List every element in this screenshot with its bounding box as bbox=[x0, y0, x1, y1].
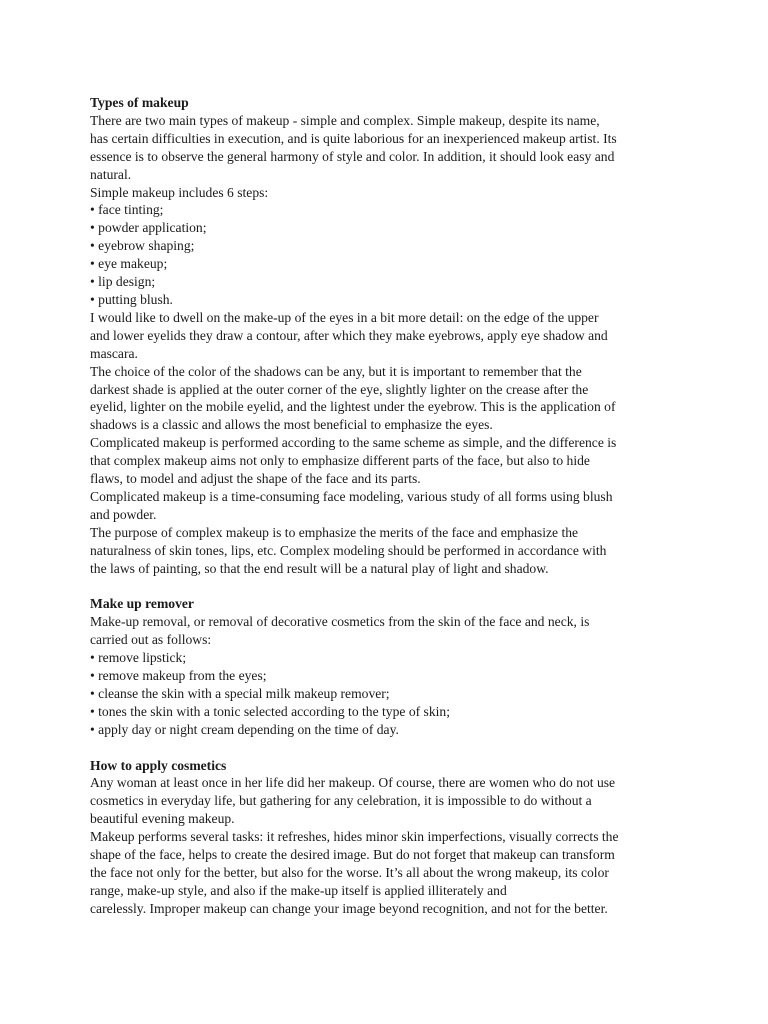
paragraph-line: range, make-up style, and also if the make-up itself is applied illiterately and bbox=[90, 882, 507, 898]
paragraph-line: The purpose of complex makeup is to emphasize the merits of the face and emphasize the bbox=[90, 524, 579, 540]
paragraph-line: natural. bbox=[90, 166, 132, 182]
bullet-item: • tones the skin with a tonic selected according to the type of skin; bbox=[90, 703, 450, 719]
bullet-item: • eye makeup; bbox=[90, 256, 168, 272]
bullet-item: • remove makeup from the eyes; bbox=[90, 667, 267, 683]
bullet-item: • lip design; bbox=[90, 274, 156, 290]
paragraph-line: carried out as follows: bbox=[90, 632, 212, 648]
paragraph-line: Complicated makeup is performed according to the same scheme as simple, and the difference is bbox=[90, 435, 617, 451]
paragraph-line: Makeup performs several tasks: it refreshes, hides minor skin imperfections, visually corrects the bbox=[90, 829, 619, 845]
paragraph-line: essence is to observe the general harmony of style and color. In addition, it should look easy and bbox=[90, 148, 615, 164]
bullet-item: • eyebrow shaping; bbox=[90, 238, 195, 254]
paragraph-line: carelessly. Improper makeup can change your image beyond recognition, and not for the better. bbox=[90, 900, 608, 916]
paragraph-line: There are two main types of makeup - simple and complex. Simple makeup, despite its name, bbox=[90, 112, 600, 128]
paragraph-line: shadows is a classic and allows the most beneficial to emphasize the eyes. bbox=[90, 417, 493, 433]
section-heading: Make up remover bbox=[90, 596, 194, 612]
paragraph-line: I would like to dwell on the make-up of the eyes in a bit more detail: on the edge of the upper bbox=[90, 309, 599, 325]
paragraph-line: darkest shade is applied at the outer corner of the eye, slightly lighter on the crease after the bbox=[90, 381, 589, 397]
bullet-item: • face tinting; bbox=[90, 202, 164, 218]
section-how-to-apply-cosmetics bbox=[90, 757, 680, 918]
paragraph-line: eyelid, lighter on the mobile eyelid, and the lightest under the eyebrow. This is the application of bbox=[90, 399, 616, 415]
bullet-item: • apply day or night cream depending on the time of day. bbox=[90, 721, 399, 737]
section-types-of-makeup bbox=[90, 94, 680, 577]
bullet-item: • putting blush. bbox=[90, 291, 173, 307]
section-heading: How to apply cosmetics bbox=[90, 757, 227, 773]
paragraph-line: that complex makeup aims not only to emphasize different parts of the face, but also to hide bbox=[90, 453, 590, 469]
bullet-item: • cleanse the skin with a special milk makeup remover; bbox=[90, 685, 390, 701]
paragraph-line: cosmetics in everyday life, but gathering for any celebration, it is impossible to do without a bbox=[90, 793, 592, 809]
paragraph-line: The choice of the color of the shadows can be any, but it is important to remember that the bbox=[90, 363, 582, 379]
paragraph-line: Complicated makeup is a time-consuming face modeling, various study of all forms using blush bbox=[90, 488, 613, 504]
document-page bbox=[90, 94, 680, 936]
paragraph-line: and powder. bbox=[90, 506, 157, 522]
paragraph-line: Any woman at least once in her life did her makeup. Of course, there are women who do not use bbox=[90, 775, 616, 791]
paragraph-line: shape of the face, helps to create the desired image. But do not forget that makeup can transform bbox=[90, 847, 615, 863]
paragraph-line: Simple makeup includes 6 steps: bbox=[90, 184, 269, 200]
paragraph-line: beautiful evening makeup. bbox=[90, 811, 235, 827]
paragraph-line: mascara. bbox=[90, 345, 138, 361]
paragraph-line: has certain difficulties in execution, and is quite laborious for an inexperienced makeup artist. Its bbox=[90, 130, 617, 146]
section-heading: Types of makeup bbox=[90, 95, 189, 110]
paragraph-line: the laws of painting, so that the end result will be a natural play of light and shadow. bbox=[90, 560, 549, 576]
paragraph-line: the face not only for the better, but also for the worse. It’s all about the wrong makeup, its color bbox=[90, 864, 609, 880]
paragraph-line: and lower eyelids they draw a contour, after which they make eyebrows, apply eye shadow and bbox=[90, 327, 608, 343]
paragraph-line: flaws, to model and adjust the shape of the face and its parts. bbox=[90, 471, 421, 487]
bullet-item: • powder application; bbox=[90, 220, 207, 236]
section-make-up-remover bbox=[90, 595, 680, 738]
bullet-item: • remove lipstick; bbox=[90, 650, 187, 666]
paragraph-line: naturalness of skin tones, lips, etc. Complex modeling should be performed in accordance with bbox=[90, 542, 607, 558]
paragraph-line: Make-up removal, or removal of decorative cosmetics from the skin of the face and neck, is bbox=[90, 614, 590, 630]
